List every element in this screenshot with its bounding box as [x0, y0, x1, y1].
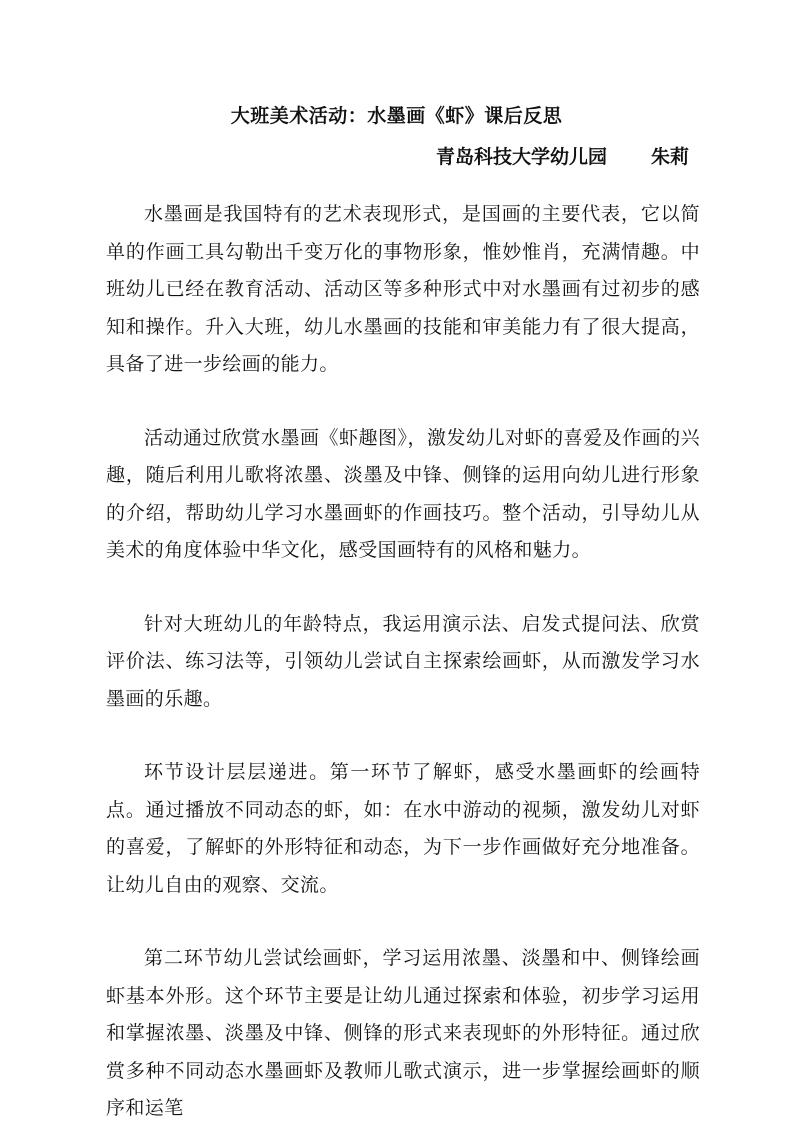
paragraph: 针对大班幼儿的年龄特点，我运用演示法、启发式提问法、欣赏评价法、练习法等，引领幼儿尝试自主探索绘画虾，从而激发学习水墨画的乐趣。: [106, 612, 700, 710]
document-body: [106, 196, 700, 1128]
author-name: 朱莉: [650, 146, 689, 168]
document-title: 大班美术活动：水墨画《虾》课后反思: [230, 105, 563, 127]
paragraph: 第二环节幼儿尝试绘画虾，学习运用浓墨、淡墨和中、侧锋绘画虾基本外形。这个环节主要是让幼儿通过探索和体验，初步学习运用和掌握浓墨、淡墨及中锋、侧锋的形式来表现虾的外形特征。通过欣赏多种不同动态水墨画虾及教师儿歌式演示，进一步掌握绘画虾的顺序和运笔: [106, 947, 700, 1119]
author-organization: 青岛科技大学幼儿园: [435, 146, 607, 168]
paragraph: 水墨画是我国特有的艺术表现形式，是国画的主要代表，它以简单的作画工具勾勒出千变万化的事物形象，惟妙惟肖，充满情趣。中班幼儿已经在教育活动、活动区等多种形式中对水墨画有过初步的感知和操作。升入大班，幼儿水墨画的技能和审美能力有了很大提高，具备了进一步绘画的能力。: [106, 203, 700, 375]
paragraph: 环节设计层层递进。第一环节了解虾，感受水墨画虾的绘画特点。通过播放不同动态的虾，如：在水中游动的视频，激发幼儿对虾的喜爱，了解虾的外形特征和动态，为下一步作画做好充分地准备。让幼儿自由的观察、交流。: [106, 761, 700, 896]
author-line: [436, 143, 689, 171]
paragraph: 活动通过欣赏水墨画《虾趣图》，激发幼儿对虾的喜爱及作画的兴趣，随后利用儿歌将浓墨、淡墨及中锋、侧锋的运用向幼儿进行形象的介绍，帮助幼儿学习水墨画虾的作画技巧。整个活动，引导幼儿从美术的角度体验中华文化，感受国画特有的风格和魅力。: [106, 426, 700, 561]
